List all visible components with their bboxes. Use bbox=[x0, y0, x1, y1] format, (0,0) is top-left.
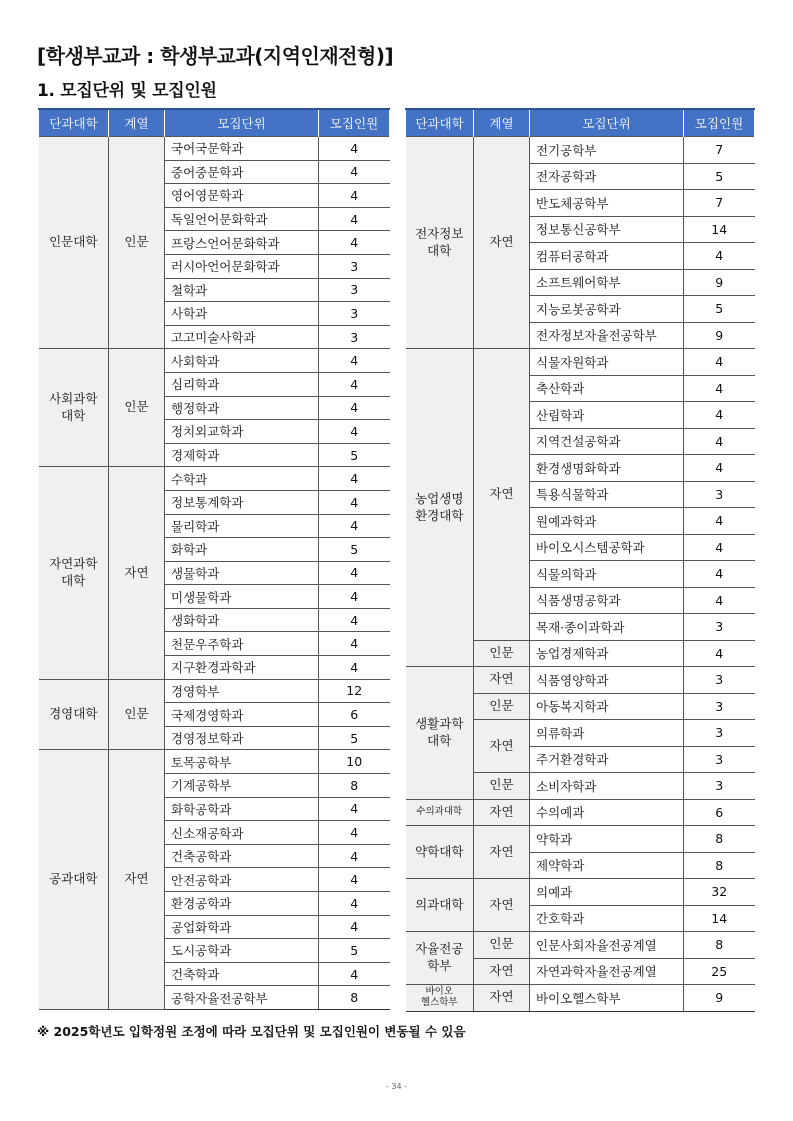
college-cell: 경영대학 bbox=[39, 679, 109, 750]
unit-cell: 러시아언어문화학과 bbox=[165, 254, 319, 278]
unit-cell: 고고미술사학과 bbox=[165, 325, 319, 349]
college-cell: 자연과학 대학 bbox=[39, 467, 109, 679]
count-cell: 4 bbox=[319, 160, 390, 184]
unit-cell: 지역건설공학과 bbox=[530, 428, 684, 455]
unit-cell: 정보통계학과 bbox=[165, 490, 319, 514]
count-cell: 9 bbox=[684, 985, 755, 1012]
count-cell: 4 bbox=[684, 428, 755, 455]
unit-cell: 국어국문학과 bbox=[165, 137, 319, 161]
table-body bbox=[39, 137, 390, 1010]
header-track: 계열 bbox=[109, 109, 165, 137]
count-cell: 14 bbox=[684, 905, 755, 932]
count-cell: 4 bbox=[319, 137, 390, 161]
table-row bbox=[39, 467, 390, 491]
count-cell: 4 bbox=[319, 372, 390, 396]
count-cell: 8 bbox=[684, 826, 755, 853]
unit-cell: 공업화학과 bbox=[165, 915, 319, 939]
unit-cell: 영어영문학과 bbox=[165, 184, 319, 208]
college-cell: 의과대학 bbox=[406, 879, 474, 932]
admissions-table-left bbox=[38, 108, 390, 1010]
track-cell: 자연 bbox=[474, 958, 530, 985]
college-cell: 전자정보 대학 bbox=[406, 137, 474, 349]
count-cell: 8 bbox=[319, 774, 390, 798]
count-cell: 4 bbox=[319, 561, 390, 585]
count-cell: 12 bbox=[319, 679, 390, 703]
count-cell: 4 bbox=[319, 207, 390, 231]
unit-cell: 국제경영학과 bbox=[165, 703, 319, 727]
header-unit: 모집단위 bbox=[530, 109, 684, 137]
unit-cell: 경영정보학과 bbox=[165, 726, 319, 750]
count-cell: 4 bbox=[319, 868, 390, 892]
unit-cell: 소비자학과 bbox=[530, 773, 684, 800]
count-cell: 3 bbox=[684, 693, 755, 720]
unit-cell: 환경공학과 bbox=[165, 892, 319, 916]
count-cell: 3 bbox=[319, 325, 390, 349]
unit-cell: 경영학부 bbox=[165, 679, 319, 703]
count-cell: 3 bbox=[319, 278, 390, 302]
count-cell: 4 bbox=[684, 534, 755, 561]
unit-cell: 프랑스언어문화학과 bbox=[165, 231, 319, 255]
unit-cell: 축산학과 bbox=[530, 375, 684, 402]
table-row bbox=[406, 879, 755, 906]
count-cell: 4 bbox=[684, 375, 755, 402]
count-cell: 4 bbox=[684, 508, 755, 535]
count-cell: 3 bbox=[684, 667, 755, 694]
unit-cell: 인문사회자율전공계열 bbox=[530, 932, 684, 959]
track-cell: 인문 bbox=[109, 137, 165, 349]
count-cell: 4 bbox=[684, 587, 755, 614]
track-cell: 자연 bbox=[474, 879, 530, 932]
college-cell: 수의과대학 bbox=[406, 799, 474, 826]
count-cell: 4 bbox=[684, 243, 755, 270]
table-row bbox=[39, 679, 390, 703]
table-row bbox=[406, 826, 755, 853]
unit-cell: 전자공학과 bbox=[530, 163, 684, 190]
unit-cell: 생물학과 bbox=[165, 561, 319, 585]
count-cell: 4 bbox=[684, 455, 755, 482]
unit-cell: 식품영양학과 bbox=[530, 667, 684, 694]
college-cell: 사회과학 대학 bbox=[39, 349, 109, 467]
table-row bbox=[406, 349, 755, 376]
table-row bbox=[39, 137, 390, 161]
unit-cell: 중어중문학과 bbox=[165, 160, 319, 184]
unit-cell: 산림학과 bbox=[530, 402, 684, 429]
count-cell: 4 bbox=[684, 640, 755, 667]
unit-cell: 공학자율전공학부 bbox=[165, 986, 319, 1010]
count-cell: 5 bbox=[684, 296, 755, 323]
unit-cell: 컴퓨터공학과 bbox=[530, 243, 684, 270]
admissions-table-right bbox=[405, 108, 755, 1012]
table-row bbox=[406, 932, 755, 959]
college-cell: 자율전공 학부 bbox=[406, 932, 474, 985]
track-cell: 자연 bbox=[474, 349, 530, 641]
unit-cell: 간호학과 bbox=[530, 905, 684, 932]
count-cell: 4 bbox=[319, 396, 390, 420]
count-cell: 4 bbox=[319, 656, 390, 680]
college-cell: 공과대학 bbox=[39, 750, 109, 1010]
table-row bbox=[406, 799, 755, 826]
unit-cell: 사회학과 bbox=[165, 349, 319, 373]
count-cell: 3 bbox=[684, 773, 755, 800]
track-cell: 자연 bbox=[474, 799, 530, 826]
unit-cell: 안전공학과 bbox=[165, 868, 319, 892]
unit-cell: 바이오시스템공학과 bbox=[530, 534, 684, 561]
count-cell: 3 bbox=[319, 302, 390, 326]
header-unit: 모집단위 bbox=[165, 109, 319, 137]
table-row bbox=[406, 985, 755, 1012]
count-cell: 5 bbox=[319, 939, 390, 963]
unit-cell: 전기공학부 bbox=[530, 137, 684, 164]
unit-cell: 행정학과 bbox=[165, 396, 319, 420]
unit-cell: 특용식물학과 bbox=[530, 481, 684, 508]
track-cell: 자연 bbox=[474, 826, 530, 879]
unit-cell: 식물의학과 bbox=[530, 561, 684, 588]
count-cell: 4 bbox=[684, 561, 755, 588]
count-cell: 8 bbox=[319, 986, 390, 1010]
unit-cell: 식품생명공학과 bbox=[530, 587, 684, 614]
count-cell: 6 bbox=[684, 799, 755, 826]
unit-cell: 농업경제학과 bbox=[530, 640, 684, 667]
table-row bbox=[39, 750, 390, 774]
header-count: 모집인원 bbox=[684, 109, 755, 137]
count-cell: 3 bbox=[684, 481, 755, 508]
count-cell: 4 bbox=[319, 467, 390, 491]
table-row bbox=[406, 667, 755, 694]
unit-cell: 의예과 bbox=[530, 879, 684, 906]
count-cell: 4 bbox=[319, 231, 390, 255]
header-college: 단과대학 bbox=[406, 109, 474, 137]
count-cell: 6 bbox=[319, 703, 390, 727]
unit-cell: 토목공학부 bbox=[165, 750, 319, 774]
track-cell: 자연 bbox=[109, 750, 165, 1010]
count-cell: 14 bbox=[684, 216, 755, 243]
count-cell: 4 bbox=[319, 585, 390, 609]
count-cell: 4 bbox=[684, 349, 755, 376]
unit-cell: 도시공학과 bbox=[165, 939, 319, 963]
header-college: 단과대학 bbox=[39, 109, 109, 137]
table-body bbox=[406, 137, 755, 1012]
track-cell: 자연 bbox=[474, 137, 530, 349]
footnote: ※ 2025학년도 입학정원 조정에 따라 모집단위 및 모집인원이 변동될 수 있음 bbox=[37, 1024, 466, 1039]
count-cell: 4 bbox=[319, 632, 390, 656]
unit-cell: 정보통신공학부 bbox=[530, 216, 684, 243]
unit-cell: 철학과 bbox=[165, 278, 319, 302]
unit-cell: 환경생명화학과 bbox=[530, 455, 684, 482]
count-cell: 4 bbox=[684, 402, 755, 429]
college-cell: 농업생명 환경대학 bbox=[406, 349, 474, 667]
college-cell: 바이오 헬스학부 bbox=[406, 985, 474, 1012]
count-cell: 5 bbox=[319, 726, 390, 750]
count-cell: 9 bbox=[684, 269, 755, 296]
unit-cell: 화학공학과 bbox=[165, 797, 319, 821]
count-cell: 9 bbox=[684, 322, 755, 349]
unit-cell: 전자정보자율전공학부 bbox=[530, 322, 684, 349]
page-number: - 34 - bbox=[385, 1082, 408, 1091]
unit-cell: 심리학과 bbox=[165, 372, 319, 396]
count-cell: 25 bbox=[684, 958, 755, 985]
unit-cell: 지구환경과학과 bbox=[165, 656, 319, 680]
count-cell: 4 bbox=[319, 915, 390, 939]
unit-cell: 수의예과 bbox=[530, 799, 684, 826]
table-header-row bbox=[39, 109, 390, 137]
unit-cell: 아동복지학과 bbox=[530, 693, 684, 720]
count-cell: 3 bbox=[319, 254, 390, 278]
unit-cell: 기계공학부 bbox=[165, 774, 319, 798]
count-cell: 4 bbox=[319, 962, 390, 986]
count-cell: 3 bbox=[684, 614, 755, 641]
count-cell: 4 bbox=[319, 608, 390, 632]
count-cell: 4 bbox=[319, 514, 390, 538]
header-track: 계열 bbox=[474, 109, 530, 137]
count-cell: 5 bbox=[319, 538, 390, 562]
count-cell: 5 bbox=[319, 443, 390, 467]
table-row bbox=[39, 349, 390, 373]
count-cell: 4 bbox=[319, 490, 390, 514]
track-cell: 자연 bbox=[109, 467, 165, 679]
count-cell: 4 bbox=[319, 349, 390, 373]
unit-cell: 바이오헬스학부 bbox=[530, 985, 684, 1012]
unit-cell: 천문우주학과 bbox=[165, 632, 319, 656]
count-cell: 10 bbox=[319, 750, 390, 774]
unit-cell: 반도체공학부 bbox=[530, 190, 684, 217]
college-cell: 생활과학 대학 bbox=[406, 667, 474, 800]
unit-cell: 의류학과 bbox=[530, 720, 684, 747]
unit-cell: 목재·종이과학과 bbox=[530, 614, 684, 641]
unit-cell: 신소재공학과 bbox=[165, 821, 319, 845]
count-cell: 32 bbox=[684, 879, 755, 906]
track-cell: 자연 bbox=[474, 720, 530, 773]
unit-cell: 생화학과 bbox=[165, 608, 319, 632]
unit-cell: 미생물학과 bbox=[165, 585, 319, 609]
unit-cell: 지능로봇공학과 bbox=[530, 296, 684, 323]
count-cell: 7 bbox=[684, 190, 755, 217]
unit-cell: 사학과 bbox=[165, 302, 319, 326]
unit-cell: 수학과 bbox=[165, 467, 319, 491]
count-cell: 4 bbox=[319, 797, 390, 821]
count-cell: 4 bbox=[319, 892, 390, 916]
unit-cell: 화학과 bbox=[165, 538, 319, 562]
count-cell: 4 bbox=[319, 184, 390, 208]
unit-cell: 정치외교학과 bbox=[165, 420, 319, 444]
count-cell: 8 bbox=[684, 852, 755, 879]
count-cell: 3 bbox=[684, 746, 755, 773]
track-cell: 인문 bbox=[109, 679, 165, 750]
unit-cell: 건축공학과 bbox=[165, 844, 319, 868]
table-row bbox=[406, 137, 755, 164]
count-cell: 8 bbox=[684, 932, 755, 959]
count-cell: 5 bbox=[684, 163, 755, 190]
unit-cell: 제약학과 bbox=[530, 852, 684, 879]
count-cell: 4 bbox=[319, 420, 390, 444]
track-cell: 자연 bbox=[474, 667, 530, 694]
count-cell: 7 bbox=[684, 137, 755, 164]
unit-cell: 원예과학과 bbox=[530, 508, 684, 535]
track-cell: 인문 bbox=[474, 640, 530, 667]
track-cell: 인문 bbox=[474, 932, 530, 959]
table-header-row bbox=[406, 109, 755, 137]
unit-cell: 건축학과 bbox=[165, 962, 319, 986]
college-cell: 인문대학 bbox=[39, 137, 109, 349]
track-cell: 자연 bbox=[474, 985, 530, 1012]
count-cell: 4 bbox=[319, 821, 390, 845]
count-cell: 4 bbox=[319, 844, 390, 868]
track-cell: 인문 bbox=[474, 773, 530, 800]
unit-cell: 물리학과 bbox=[165, 514, 319, 538]
unit-cell: 주거환경학과 bbox=[530, 746, 684, 773]
college-cell: 약학대학 bbox=[406, 826, 474, 879]
track-cell: 인문 bbox=[474, 693, 530, 720]
unit-cell: 자연과학자율전공계열 bbox=[530, 958, 684, 985]
track-cell: 인문 bbox=[109, 349, 165, 467]
unit-cell: 약학과 bbox=[530, 826, 684, 853]
unit-cell: 식물자원학과 bbox=[530, 349, 684, 376]
section-heading: 1. 모집단위 및 모집인원 bbox=[37, 81, 217, 101]
page-title: [학생부교과 : 학생부교과(지역인재전형)] bbox=[37, 44, 394, 68]
unit-cell: 경제학과 bbox=[165, 443, 319, 467]
header-count: 모집인원 bbox=[319, 109, 390, 137]
unit-cell: 소프트웨어학부 bbox=[530, 269, 684, 296]
unit-cell: 독일언어문화학과 bbox=[165, 207, 319, 231]
count-cell: 3 bbox=[684, 720, 755, 747]
